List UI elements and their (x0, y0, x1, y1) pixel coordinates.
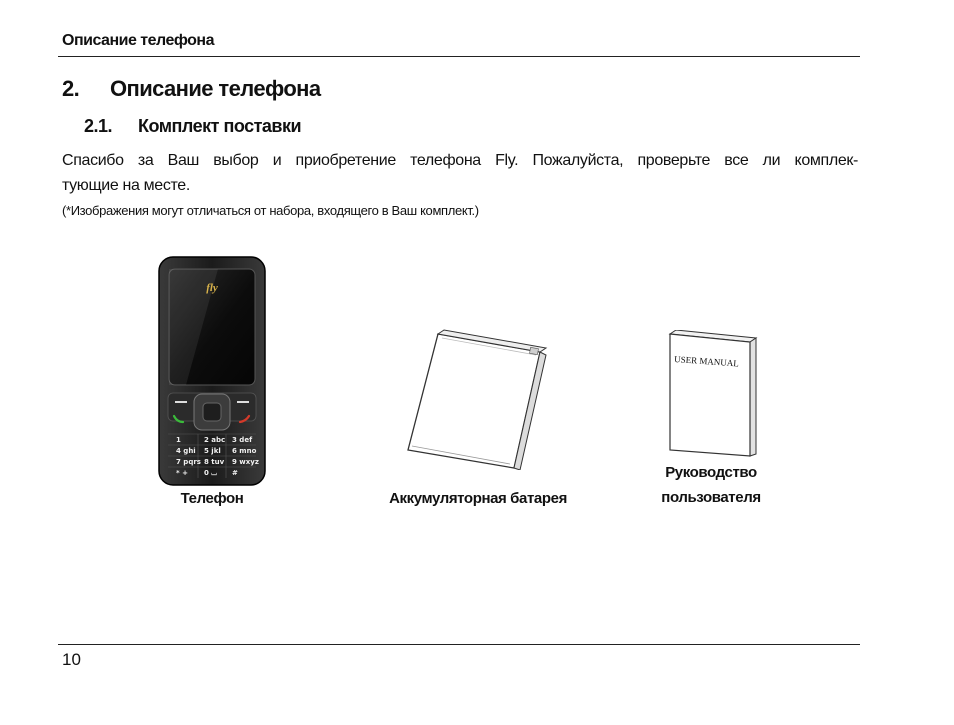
key-0: 0 ⌴ (204, 469, 217, 477)
key-6: 6 mno (232, 447, 257, 455)
key-1: 1 (176, 436, 181, 444)
intro-paragraph (62, 148, 858, 198)
manual-caption (640, 460, 782, 510)
key-star: * + (176, 469, 188, 477)
subsection-title: Комплект поставки (138, 116, 302, 136)
intro-line-1: Спасибо за Ваш выбор и приобретение телефона Fly. Пожалуйста, проверьте все ли комплек- (62, 152, 858, 169)
manual-caption-line-2: пользователя (661, 489, 761, 506)
subsection-number: 2.1. (84, 116, 113, 136)
battery-caption: Аккумуляторная батарея (389, 490, 567, 507)
manual-cover-text: USER MANUAL (673, 354, 740, 369)
phone-caption: Телефон (180, 490, 244, 507)
key-8: 8 tuv (204, 458, 225, 466)
section-number: 2. (62, 76, 80, 101)
phone-image (158, 256, 266, 486)
section-heading (62, 76, 320, 102)
section-title: Описание телефона (110, 76, 321, 101)
key-9: 9 wxyz (232, 458, 259, 466)
key-2: 2 abc (204, 436, 226, 444)
subsection-heading (84, 116, 301, 137)
manual-cover (670, 334, 750, 456)
top-rule (58, 56, 860, 57)
manual-caption-line-1: Руководство (665, 464, 757, 481)
bottom-rule (58, 644, 860, 645)
user-manual-image (664, 330, 758, 458)
ok-key (203, 403, 221, 421)
brand-logo: fly (206, 282, 218, 294)
key-4: 4 ghi (176, 447, 196, 455)
key-5: 5 jkl (204, 447, 221, 455)
running-header: Описание телефона (62, 32, 214, 49)
key-7: 7 pqrs (176, 458, 201, 466)
image-note: (*Изображения могут отличаться от набора, входящего в Ваш комплект.) (62, 203, 479, 218)
battery-image (404, 328, 550, 470)
intro-line-2: тующие на месте. (62, 177, 190, 194)
key-3: 3 def (232, 436, 253, 444)
key-hash: # (232, 469, 238, 477)
page-number: 10 (62, 650, 81, 669)
